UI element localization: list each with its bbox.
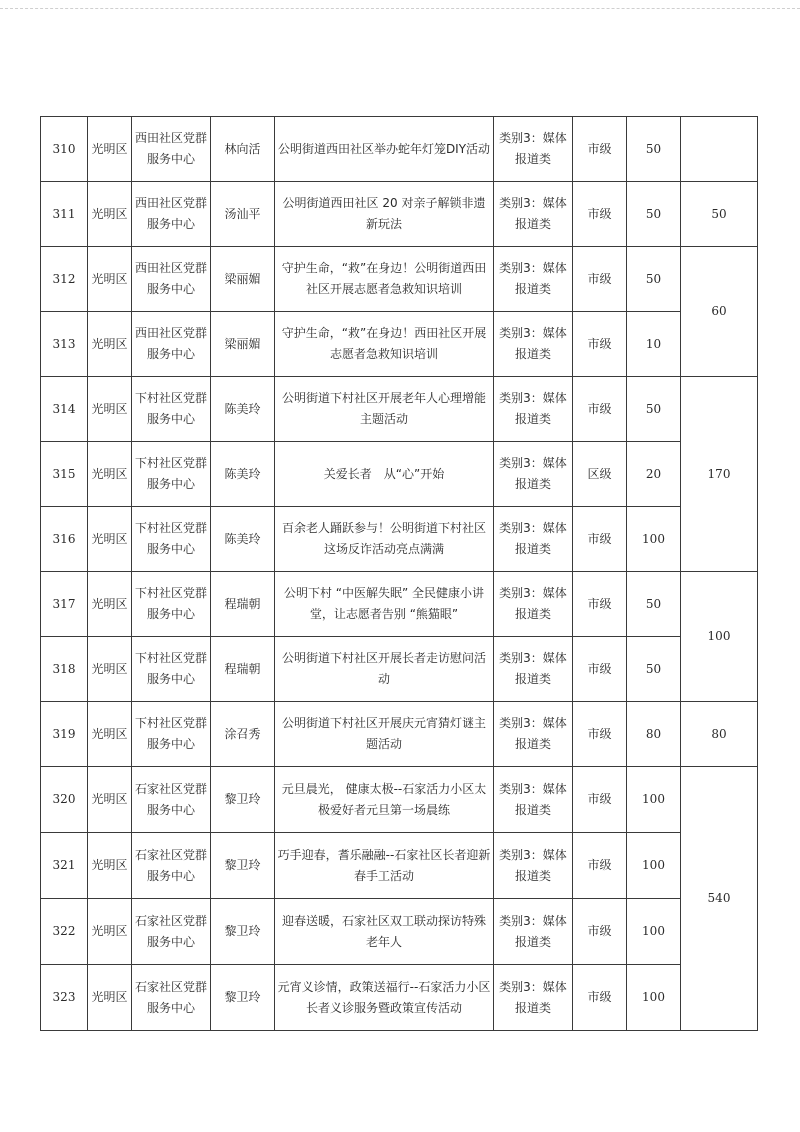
category-cell: 类别3：媒体报道类 — [494, 767, 573, 833]
table-row — [41, 833, 758, 899]
row-number: 323 — [41, 965, 88, 1031]
row-number: 312 — [41, 247, 88, 312]
level-cell: 市级 — [573, 833, 627, 899]
unit-cell: 西田社区党群服务中心 — [132, 117, 211, 182]
unit-cell: 石家社区党群服务中心 — [132, 965, 211, 1031]
category-cell: 类别3：媒体报道类 — [494, 702, 573, 767]
title-cell: 公明街道下村社区开展长者走访慰问活动 — [275, 637, 494, 702]
unit-cell: 下村社区党群服务中心 — [132, 702, 211, 767]
person-cell: 程瑞朝 — [211, 637, 275, 702]
unit-cell: 下村社区党群服务中心 — [132, 637, 211, 702]
category-cell: 类别3：媒体报道类 — [494, 377, 573, 442]
records-table — [40, 116, 758, 1031]
person-cell: 梁丽媚 — [211, 247, 275, 312]
person-cell: 黎卫玲 — [211, 833, 275, 899]
unit-cell: 下村社区党群服务中心 — [132, 572, 211, 637]
district-cell: 光明区 — [88, 182, 132, 247]
district-cell: 光明区 — [88, 899, 132, 965]
title-cell: 公明街道下村社区开展庆元宵猜灯谜主题活动 — [275, 702, 494, 767]
category-cell: 类别3：媒体报道类 — [494, 247, 573, 312]
row-number: 313 — [41, 312, 88, 377]
title-cell: 元旦晨光， 健康太极--石家活力小区太极爱好者元旦第一场晨练 — [275, 767, 494, 833]
category-cell: 类别3：媒体报道类 — [494, 117, 573, 182]
district-cell: 光明区 — [88, 247, 132, 312]
person-cell: 陈美玲 — [211, 442, 275, 507]
category-cell: 类别3：媒体报道类 — [494, 312, 573, 377]
level-cell: 市级 — [573, 899, 627, 965]
title-cell: 守护生命，“救”在身边！公明街道西田社区开展志愿者急救知识培训 — [275, 247, 494, 312]
person-cell: 黎卫玲 — [211, 767, 275, 833]
row-number: 321 — [41, 833, 88, 899]
title-cell: 公明街道西田社区 20 对亲子解锁非遗新玩法 — [275, 182, 494, 247]
total-cell: 50 — [681, 182, 758, 247]
unit-cell: 西田社区党群服务中心 — [132, 247, 211, 312]
level-cell: 区级 — [573, 442, 627, 507]
score-cell: 100 — [627, 767, 681, 833]
district-cell: 光明区 — [88, 312, 132, 377]
level-cell: 市级 — [573, 377, 627, 442]
category-cell: 类别3：媒体报道类 — [494, 182, 573, 247]
district-cell: 光明区 — [88, 965, 132, 1031]
total-cell: 80 — [681, 702, 758, 767]
table-row — [41, 572, 758, 637]
score-cell: 100 — [627, 899, 681, 965]
title-cell: 公明街道下村社区开展老年人心理增能主题活动 — [275, 377, 494, 442]
row-number: 319 — [41, 702, 88, 767]
person-cell: 梁丽媚 — [211, 312, 275, 377]
total-cell: 60 — [681, 247, 758, 377]
score-cell: 20 — [627, 442, 681, 507]
level-cell: 市级 — [573, 247, 627, 312]
score-cell: 50 — [627, 182, 681, 247]
title-cell: 巧手迎春，耆乐融融--石家社区长者迎新春手工活动 — [275, 833, 494, 899]
category-cell: 类别3：媒体报道类 — [494, 572, 573, 637]
district-cell: 光明区 — [88, 442, 132, 507]
title-cell: 守护生命，“救”在身边！西田社区开展志愿者急救知识培训 — [275, 312, 494, 377]
level-cell: 市级 — [573, 637, 627, 702]
district-cell: 光明区 — [88, 377, 132, 442]
level-cell: 市级 — [573, 182, 627, 247]
level-cell: 市级 — [573, 507, 627, 572]
category-cell: 类别3：媒体报道类 — [494, 637, 573, 702]
title-cell: 公明街道西田社区举办蛇年灯笼DIY活动 — [275, 117, 494, 182]
person-cell: 陈美玲 — [211, 377, 275, 442]
title-cell: 元宵义诊情，政策送福行--石家活力小区长者义诊服务暨政策宣传活动 — [275, 965, 494, 1031]
table-row — [41, 507, 758, 572]
unit-cell: 石家社区党群服务中心 — [132, 899, 211, 965]
title-cell: 公明下村 “中医解失眠” 全民健康小讲堂，让志愿者告别 “熊猫眼” — [275, 572, 494, 637]
table-row — [41, 377, 758, 442]
district-cell: 光明区 — [88, 637, 132, 702]
score-cell: 80 — [627, 702, 681, 767]
level-cell: 市级 — [573, 767, 627, 833]
category-cell: 类别3：媒体报道类 — [494, 965, 573, 1031]
score-cell: 50 — [627, 637, 681, 702]
row-number: 322 — [41, 899, 88, 965]
score-cell: 50 — [627, 117, 681, 182]
table-row — [41, 117, 758, 182]
person-cell: 黎卫玲 — [211, 965, 275, 1031]
score-cell: 10 — [627, 312, 681, 377]
total-cell — [681, 117, 758, 182]
category-cell: 类别3：媒体报道类 — [494, 507, 573, 572]
row-number: 318 — [41, 637, 88, 702]
table-row — [41, 312, 758, 377]
score-cell: 50 — [627, 247, 681, 312]
person-cell: 林向活 — [211, 117, 275, 182]
table-row — [41, 442, 758, 507]
table-row — [41, 247, 758, 312]
district-cell: 光明区 — [88, 507, 132, 572]
score-cell: 100 — [627, 965, 681, 1031]
table-row — [41, 182, 758, 247]
table-row — [41, 702, 758, 767]
unit-cell: 石家社区党群服务中心 — [132, 767, 211, 833]
table-row — [41, 965, 758, 1031]
level-cell: 市级 — [573, 965, 627, 1031]
district-cell: 光明区 — [88, 572, 132, 637]
unit-cell: 下村社区党群服务中心 — [132, 377, 211, 442]
district-cell: 光明区 — [88, 833, 132, 899]
row-number: 316 — [41, 507, 88, 572]
unit-cell: 下村社区党群服务中心 — [132, 507, 211, 572]
row-number: 314 — [41, 377, 88, 442]
person-cell: 黎卫玲 — [211, 899, 275, 965]
category-cell: 类别3：媒体报道类 — [494, 899, 573, 965]
district-cell: 光明区 — [88, 117, 132, 182]
category-cell: 类别3：媒体报道类 — [494, 442, 573, 507]
row-number: 320 — [41, 767, 88, 833]
unit-cell: 下村社区党群服务中心 — [132, 442, 211, 507]
person-cell: 陈美玲 — [211, 507, 275, 572]
table-row — [41, 899, 758, 965]
row-number: 315 — [41, 442, 88, 507]
level-cell: 市级 — [573, 117, 627, 182]
total-cell: 100 — [681, 572, 758, 702]
unit-cell: 西田社区党群服务中心 — [132, 182, 211, 247]
score-cell: 100 — [627, 833, 681, 899]
level-cell: 市级 — [573, 702, 627, 767]
score-cell: 100 — [627, 507, 681, 572]
level-cell: 市级 — [573, 312, 627, 377]
person-cell: 程瑞朝 — [211, 572, 275, 637]
district-cell: 光明区 — [88, 702, 132, 767]
title-cell: 百余老人踊跃参与！公明街道下村社区这场反诈活动亮点满满 — [275, 507, 494, 572]
person-cell: 汤汕平 — [211, 182, 275, 247]
row-number: 317 — [41, 572, 88, 637]
district-cell: 光明区 — [88, 767, 132, 833]
person-cell: 涂召秀 — [211, 702, 275, 767]
title-cell: 关爱长者 从“心”开始 — [275, 442, 494, 507]
table-row — [41, 767, 758, 833]
score-cell: 50 — [627, 377, 681, 442]
unit-cell: 西田社区党群服务中心 — [132, 312, 211, 377]
score-cell: 50 — [627, 572, 681, 637]
title-cell: 迎春送暖，石家社区双工联动探访特殊老年人 — [275, 899, 494, 965]
unit-cell: 石家社区党群服务中心 — [132, 833, 211, 899]
page-top-edge — [0, 8, 800, 9]
category-cell: 类别3：媒体报道类 — [494, 833, 573, 899]
total-cell: 540 — [681, 767, 758, 1031]
row-number: 310 — [41, 117, 88, 182]
total-cell: 170 — [681, 377, 758, 572]
level-cell: 市级 — [573, 572, 627, 637]
table-row — [41, 637, 758, 702]
row-number: 311 — [41, 182, 88, 247]
